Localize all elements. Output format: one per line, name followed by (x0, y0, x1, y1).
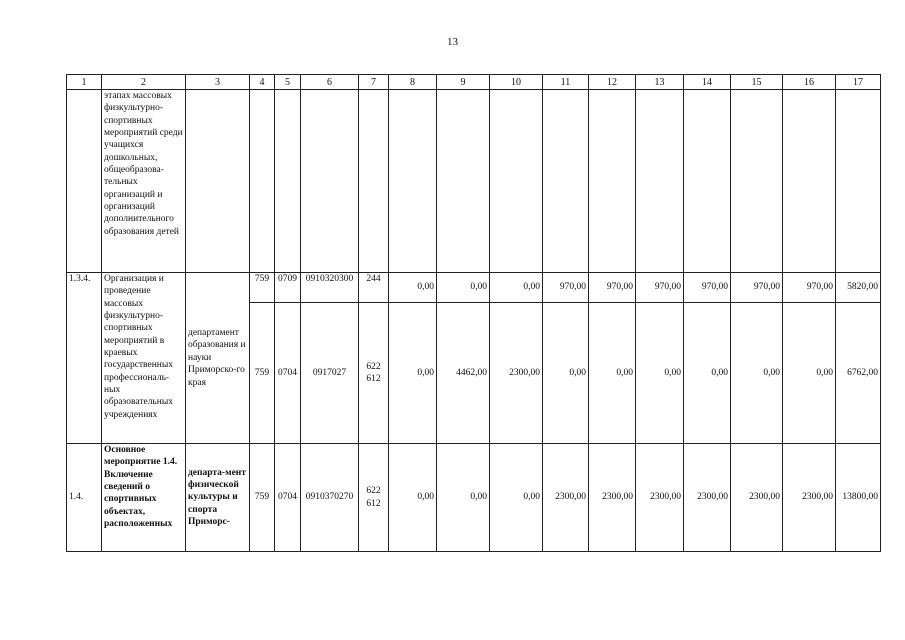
cell-11: 970,00 (543, 273, 589, 303)
page-number: 13 (447, 36, 458, 48)
header-cell: 15 (731, 75, 783, 90)
activity-name: Основное мероприятие 1.4. Включение сведений о спортивных объектах, расположенных (102, 444, 186, 552)
header-cell: 14 (684, 75, 731, 90)
table-row (67, 273, 881, 303)
cell-9: 0,00 (437, 273, 490, 303)
empty-cell (275, 90, 301, 273)
row-number: 1.3.4. (67, 273, 102, 444)
cell-5: 0709 (275, 273, 301, 303)
cell-14: 2300,00 (684, 444, 731, 552)
cell-4: 759 (250, 303, 275, 444)
header-cell: 9 (437, 75, 490, 90)
cell-9: 0,00 (437, 444, 490, 552)
executor-cell: департамент образования и науки Приморско-го края (186, 273, 250, 444)
cell-8: 0,00 (389, 444, 437, 552)
empty-cell (684, 90, 731, 273)
cell-12: 0,00 (589, 303, 636, 444)
cell-17: 6762,00 (836, 303, 881, 444)
header-cell: 1 (67, 75, 102, 90)
cell-7 (359, 303, 389, 444)
cell-5: 0704 (275, 303, 301, 444)
cell-12: 2300,00 (589, 444, 636, 552)
cell-7-code: 622 (366, 361, 381, 372)
row-number: 1.4. (67, 444, 102, 552)
empty-cell (301, 90, 359, 273)
cell-8: 0,00 (389, 273, 437, 303)
cell-8: 0,00 (389, 303, 437, 444)
empty-cell (543, 90, 589, 273)
cell-7 (359, 444, 389, 552)
executor-cell: департа-мент физической культуры и спорта Приморс- (186, 444, 250, 552)
cell-17: 13800,00 (836, 444, 881, 552)
header-cell: 8 (389, 75, 437, 90)
header-cell: 16 (783, 75, 836, 90)
empty-cell (437, 90, 490, 273)
cell-6: 0910370270 (301, 444, 359, 552)
cell-15: 2300,00 (731, 444, 783, 552)
continued-row (67, 90, 881, 273)
cell-11: 2300,00 (543, 444, 589, 552)
cell-14: 0,00 (684, 303, 731, 444)
budget-table (66, 74, 881, 552)
header-cell: 11 (543, 75, 589, 90)
cell-16: 2300,00 (783, 444, 836, 552)
empty-cell (636, 90, 684, 273)
header-cell: 10 (490, 75, 543, 90)
activity-name: этапах массовых физкультурно-спортивных мероприятий среди учащихся дошкольных, общеобразова-тельных организаций и организаций дополнительного образования детей (102, 90, 186, 273)
cell-16: 970,00 (783, 273, 836, 303)
cell-13: 0,00 (636, 303, 684, 444)
header-cell: 7 (359, 75, 389, 90)
cell-17: 5820,00 (836, 273, 881, 303)
header-cell: 5 (275, 75, 301, 90)
header-cell: 17 (836, 75, 881, 90)
cell-14: 970,00 (684, 273, 731, 303)
empty-cell (783, 90, 836, 273)
header-cell: 12 (589, 75, 636, 90)
cell-12: 970,00 (589, 273, 636, 303)
empty-cell (731, 90, 783, 273)
table-row (67, 444, 881, 552)
cell-7-code: 622 (366, 486, 381, 497)
cell-16: 0,00 (783, 303, 836, 444)
empty-cell (250, 90, 275, 273)
header-row (67, 75, 881, 90)
cell-7-code: 612 (366, 374, 381, 384)
cell-6: 0917027 (301, 303, 359, 444)
empty-cell (836, 90, 881, 273)
header-cell: 6 (301, 75, 359, 90)
cell-7: 244 (359, 273, 389, 303)
header-cell: 13 (636, 75, 684, 90)
header-cell: 2 (102, 75, 186, 90)
cell-7-code: 612 (366, 498, 381, 509)
header-cell: 3 (186, 75, 250, 90)
empty-cell (186, 90, 250, 273)
cell-13: 970,00 (636, 273, 684, 303)
activity-name: Организация и проведение массовых физкультурно-спортивных мероприятий в краевых государственных профессиональ-ных образовательных учреждениях (102, 273, 186, 444)
cell-4: 759 (250, 444, 275, 552)
cell-13: 2300,00 (636, 444, 684, 552)
empty-cell (67, 90, 102, 273)
empty-cell (589, 90, 636, 273)
header-cell: 4 (250, 75, 275, 90)
cell-4: 759 (250, 273, 275, 303)
empty-cell (389, 90, 437, 273)
cell-11: 0,00 (543, 303, 589, 444)
cell-6: 0910320300 (301, 273, 359, 303)
empty-cell (490, 90, 543, 273)
empty-cell (359, 90, 389, 273)
cell-10: 2300,00 (490, 303, 543, 444)
cell-10: 0,00 (490, 273, 543, 303)
cell-15: 0,00 (731, 303, 783, 444)
cell-15: 970,00 (731, 273, 783, 303)
cell-9: 4462,00 (437, 303, 490, 444)
cell-5: 0704 (275, 444, 301, 552)
cell-10: 0,00 (490, 444, 543, 552)
